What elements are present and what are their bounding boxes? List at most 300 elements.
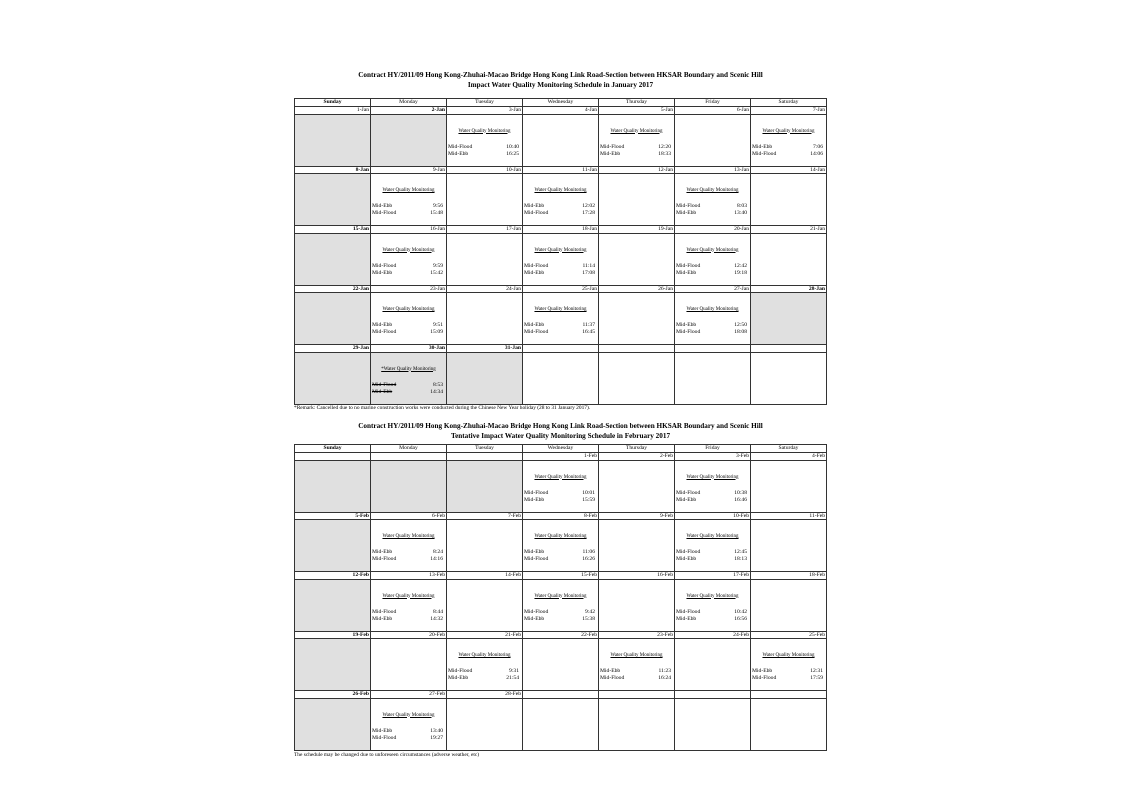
jan-remark: *Remark: Cancelled due to no marine construction works were conducted during the Chinese New Year holiday (28 to 31 January 2017).	[294, 405, 591, 411]
day-cell	[371, 114, 447, 166]
tide-phase: Mid-Flood	[372, 329, 397, 335]
tide-phase: Mid-Ebb	[372, 388, 393, 395]
day-cell	[675, 293, 751, 345]
day-cell	[599, 520, 675, 572]
tide-phase: Mid-Ebb	[448, 675, 469, 681]
tide-time: 11:14	[582, 262, 595, 269]
tide-entry	[372, 270, 443, 277]
tide-time: 19:27	[430, 734, 443, 741]
day-cell	[523, 520, 599, 572]
jan-title	[294, 70, 827, 90]
weekday-header-row	[295, 99, 827, 107]
tide-time: 8:53	[433, 381, 443, 388]
tide-entry	[752, 144, 823, 151]
date-cell: 24-Feb	[675, 631, 751, 639]
tide-time: 9:42	[585, 608, 595, 615]
tide-entry	[600, 144, 671, 151]
day-cell	[447, 352, 523, 404]
weekday-header: Wednesday	[523, 99, 599, 107]
day-cell	[675, 639, 751, 691]
tide-phase: Mid-Flood	[524, 262, 549, 269]
jan-title-line2: Impact Water Quality Monitoring Schedule in January 2017	[467, 81, 654, 89]
date-cell: 9-Jan	[371, 166, 447, 174]
feb-remark: The schedule may be changed due to unforeseen circumstances (adverse weather, etc)	[294, 752, 480, 758]
date-cell: 21-Feb	[447, 631, 523, 639]
schedule-row	[295, 233, 827, 285]
tide-phase: Mid-Flood	[676, 608, 701, 615]
tide-phase: Mid-Flood	[372, 608, 397, 615]
tide-time: 9:59	[433, 262, 443, 269]
date-cell: 10-Feb	[675, 512, 751, 520]
schedule-row	[295, 352, 827, 404]
tide-entry	[372, 556, 443, 563]
day-cell	[523, 352, 599, 404]
tide-time: 13:40	[734, 210, 747, 216]
date-cell	[523, 691, 599, 699]
tide-entry	[676, 616, 747, 623]
tide-entry	[676, 609, 747, 616]
date-cell: 17-Feb	[675, 572, 751, 580]
day-cell	[371, 579, 447, 631]
day-cell	[599, 639, 675, 691]
tide-time: 10:40	[506, 143, 519, 150]
tide-phase: Mid-Flood	[448, 668, 473, 674]
monitoring-label: Water Quality Monitoring	[534, 534, 587, 539]
schedule-row	[295, 698, 827, 750]
day-cell	[295, 174, 371, 226]
tide-entry	[372, 263, 443, 270]
date-cell: 6-Jan	[675, 107, 751, 115]
tide-entry	[600, 151, 671, 158]
day-cell	[675, 352, 751, 404]
date-cell: 3-Feb	[675, 453, 751, 461]
day-cell	[523, 233, 599, 285]
day-cell	[675, 579, 751, 631]
day-cell	[751, 520, 827, 572]
tide-phase: Mid-Flood	[524, 556, 549, 562]
day-cell	[295, 520, 371, 572]
day-cell	[447, 174, 523, 226]
tide-phase: Mid-Ebb	[600, 668, 621, 674]
monitoring-label: Water Quality Monitoring	[686, 307, 739, 312]
date-cell: 21-Jan	[751, 226, 827, 234]
tide-entry	[676, 556, 747, 563]
day-cell	[523, 698, 599, 750]
tide-entry	[372, 382, 443, 389]
date-cell: 23-Jan	[371, 285, 447, 293]
date-cell: 9-Feb	[599, 512, 675, 520]
tide-phase: Mid-Ebb	[676, 556, 697, 562]
monitoring-label: Water Quality Monitoring	[686, 188, 739, 193]
date-cell: 25-Jan	[523, 285, 599, 293]
tide-time: 10:38	[734, 489, 747, 496]
date-cell: 12-Jan	[599, 166, 675, 174]
tide-time: 8:24	[433, 549, 443, 555]
tide-phase: Mid-Ebb	[676, 269, 697, 276]
tide-entry	[448, 144, 519, 151]
date-cell	[447, 453, 523, 461]
tide-phase: Mid-Flood	[752, 675, 777, 681]
tide-phase: Mid-Flood	[676, 549, 701, 555]
date-cell: 4-Jan	[523, 107, 599, 115]
day-cell	[675, 174, 751, 226]
tide-entry	[524, 263, 595, 270]
date-cell: 3-Jan	[447, 107, 523, 115]
tide-entry	[676, 203, 747, 210]
day-cell	[295, 233, 371, 285]
tide-time: 17:08	[582, 269, 595, 276]
date-cell: 22-Feb	[523, 631, 599, 639]
tide-entry	[676, 490, 747, 497]
day-cell	[295, 579, 371, 631]
tide-time: 15:59	[582, 496, 595, 503]
tide-phase: Mid-Flood	[372, 262, 397, 269]
date-cell: 30-Jan	[371, 345, 447, 353]
monitoring-label: Water Quality Monitoring	[686, 534, 739, 539]
tide-time: 14:06	[810, 150, 823, 157]
tide-time: 10:42	[734, 608, 747, 615]
tide-phase: Mid-Ebb	[372, 615, 393, 622]
tide-time: 15:48	[430, 210, 443, 216]
tide-entry	[676, 270, 747, 277]
monitoring-label: Water Quality Monitoring	[534, 188, 587, 193]
tide-entry	[448, 675, 519, 682]
day-cell	[295, 460, 371, 512]
tide-entry	[372, 549, 443, 556]
date-cell: 7-Jan	[751, 107, 827, 115]
weekday-header: Friday	[675, 445, 751, 453]
day-cell	[751, 293, 827, 345]
tide-entry	[524, 556, 595, 563]
tide-phase: Mid-Flood	[676, 203, 701, 209]
date-cell: 20-Jan	[675, 226, 751, 234]
monitoring-label: Water Quality Monitoring	[382, 247, 435, 253]
date-cell: 15-Jan	[295, 226, 371, 234]
tide-entry	[676, 549, 747, 556]
monitoring-label: Water Quality Monitoring	[610, 653, 663, 658]
tide-time: 16:25	[506, 150, 519, 157]
tide-time: 15:09	[430, 329, 443, 335]
day-cell	[371, 639, 447, 691]
tide-phase: Mid-Flood	[524, 329, 549, 335]
date-row	[295, 691, 827, 699]
tide-time: 21:54	[506, 675, 519, 681]
feb-title-line2: Tentative Impact Water Quality Monitoring Schedule in February 2017	[450, 432, 671, 440]
day-cell	[371, 233, 447, 285]
day-cell	[751, 639, 827, 691]
tide-phase: Mid-Flood	[524, 489, 549, 496]
day-cell	[675, 460, 751, 512]
weekday-header: Sunday	[295, 445, 371, 453]
weekday-header: Tuesday	[447, 445, 523, 453]
tide-time: 12:45	[734, 549, 747, 555]
tide-entry	[448, 151, 519, 158]
date-cell: 28-Feb	[447, 691, 523, 699]
monitoring-label: Water Quality Monitoring	[382, 188, 435, 193]
tide-time: 12:50	[734, 322, 747, 328]
tide-entry	[600, 668, 671, 675]
day-cell	[371, 698, 447, 750]
date-cell: 29-Jan	[295, 345, 371, 353]
monitoring-label: Water Quality Monitoring	[534, 593, 587, 599]
weekday-header: Thursday	[599, 445, 675, 453]
date-cell: 17-Jan	[447, 226, 523, 234]
tide-phase: Mid-Ebb	[524, 322, 545, 328]
day-cell	[599, 174, 675, 226]
tide-entry	[372, 735, 443, 742]
day-cell	[447, 639, 523, 691]
date-cell: 11-Feb	[751, 512, 827, 520]
day-cell	[447, 579, 523, 631]
weekday-header: Tuesday	[447, 99, 523, 107]
weekday-header: Saturday	[751, 445, 827, 453]
monitoring-label: Water Quality Monitoring	[382, 307, 435, 312]
date-cell: 31-Jan	[447, 345, 523, 353]
tide-phase: Mid-Ebb	[372, 549, 393, 555]
tide-entry	[676, 497, 747, 504]
tide-time: 14:16	[430, 556, 443, 562]
day-cell	[599, 293, 675, 345]
day-cell	[447, 520, 523, 572]
tide-phase: Mid-Ebb	[676, 615, 697, 622]
date-cell	[675, 345, 751, 353]
weekday-header: Monday	[371, 445, 447, 453]
day-cell	[447, 460, 523, 512]
date-cell: 27-Feb	[371, 691, 447, 699]
tide-phase: Mid-Ebb	[676, 322, 697, 328]
tide-entry	[372, 389, 443, 396]
tide-entry	[524, 609, 595, 616]
date-cell: 13-Jan	[675, 166, 751, 174]
date-cell: 16-Jan	[371, 226, 447, 234]
weekday-header-row	[295, 445, 827, 453]
date-cell: 6-Feb	[371, 512, 447, 520]
tide-phase: Mid-Flood	[372, 734, 397, 741]
day-cell	[523, 114, 599, 166]
tide-time: 16:46	[734, 496, 747, 503]
tide-phase: Mid-Flood	[372, 210, 397, 216]
tide-entry	[752, 675, 823, 682]
tide-time: 11:06	[582, 549, 595, 555]
tide-time: 11:23	[658, 668, 671, 674]
tide-entry	[524, 616, 595, 623]
tide-time: 15:38	[582, 615, 595, 622]
monitoring-label: Water Quality Monitoring	[534, 474, 587, 480]
tide-phase: Mid-Flood	[524, 210, 549, 216]
tide-entry	[448, 668, 519, 675]
monitoring-label: Water Quality Monitoring	[610, 128, 663, 134]
weekday-header: Friday	[675, 99, 751, 107]
jan-calendar-table	[294, 98, 827, 405]
schedule-row	[295, 460, 827, 512]
tide-entry	[524, 203, 595, 210]
tide-entry	[524, 497, 595, 504]
tide-time: 8:44	[433, 608, 443, 615]
tide-phase: Mid-Ebb	[372, 203, 393, 209]
day-cell	[371, 520, 447, 572]
tide-time: 16:45	[582, 329, 595, 335]
jan-title-line1: Contract HY/2011/09 Hong Kong-Zhuhai-Macao Bridge Hong Kong Link Road-Section between HKSAR Boundary and Scenic Hill	[358, 71, 763, 79]
tide-time: 18:33	[658, 150, 671, 157]
date-row	[295, 166, 827, 174]
day-cell	[447, 114, 523, 166]
date-cell: 1-Jan	[295, 107, 371, 115]
weekday-header: Monday	[371, 99, 447, 107]
date-row	[295, 453, 827, 461]
date-cell: 26-Jan	[599, 285, 675, 293]
tide-phase: Mid-Flood	[676, 262, 701, 269]
tide-entry	[372, 322, 443, 329]
tide-phase: Mid-Ebb	[448, 150, 469, 157]
date-cell: 15-Feb	[523, 572, 599, 580]
date-row	[295, 345, 827, 353]
day-cell	[751, 698, 827, 750]
tide-time: 9:56	[433, 203, 443, 209]
date-cell: 2-Feb	[599, 453, 675, 461]
day-cell	[523, 579, 599, 631]
day-cell	[295, 293, 371, 345]
tide-time: 18:08	[734, 329, 747, 335]
date-cell: 19-Jan	[599, 226, 675, 234]
day-cell	[523, 460, 599, 512]
date-row	[295, 226, 827, 234]
weekday-header: Sunday	[295, 99, 371, 107]
day-cell	[751, 579, 827, 631]
day-cell	[295, 114, 371, 166]
date-cell	[523, 345, 599, 353]
day-cell	[447, 233, 523, 285]
day-cell	[675, 520, 751, 572]
tide-phase: Mid-Flood	[676, 489, 701, 496]
date-cell: 8-Feb	[523, 512, 599, 520]
tide-entry	[372, 329, 443, 336]
date-cell: 25-Feb	[751, 631, 827, 639]
tide-entry	[372, 609, 443, 616]
date-cell: 14-Jan	[751, 166, 827, 174]
date-cell: 26-Feb	[295, 691, 371, 699]
weekday-header: Wednesday	[523, 445, 599, 453]
tide-entry	[600, 675, 671, 682]
day-cell	[295, 352, 371, 404]
date-cell: 22-Jan	[295, 285, 371, 293]
date-row	[295, 512, 827, 520]
tide-phase: Mid-Flood	[372, 381, 397, 388]
day-cell	[371, 352, 447, 404]
tide-phase: Mid-Ebb	[524, 615, 545, 622]
tide-time: 12:31	[810, 668, 823, 674]
tide-phase: Mid-Ebb	[524, 203, 545, 209]
date-cell	[751, 345, 827, 353]
tide-time: 11:37	[582, 322, 595, 328]
date-cell: 20-Feb	[371, 631, 447, 639]
tide-time: 8:03	[737, 203, 747, 209]
date-cell: 13-Feb	[371, 572, 447, 580]
tide-time: 9:51	[433, 322, 443, 328]
tide-time: 16:56	[734, 615, 747, 622]
tide-entry	[676, 322, 747, 329]
date-cell: 5-Jan	[599, 107, 675, 115]
date-cell: 18-Jan	[523, 226, 599, 234]
tide-time: 14:32	[430, 615, 443, 622]
day-cell	[599, 233, 675, 285]
day-cell	[599, 114, 675, 166]
tide-entry	[752, 668, 823, 675]
day-cell	[295, 639, 371, 691]
schedule-row	[295, 174, 827, 226]
date-row	[295, 631, 827, 639]
monitoring-label: Water Quality Monitoring	[382, 534, 435, 539]
tide-time: 16:24	[658, 675, 671, 681]
monitoring-label: Water Quality Monitoring	[762, 128, 815, 134]
tide-phase: Mid-Flood	[600, 143, 625, 150]
date-cell	[751, 691, 827, 699]
tide-time: 19:18	[734, 269, 747, 276]
tide-phase: Mid-Flood	[372, 556, 397, 562]
tide-time: 17:28	[582, 210, 595, 216]
tide-entry	[372, 728, 443, 735]
monitoring-label: Water Quality Monitoring	[686, 474, 739, 480]
day-cell	[675, 114, 751, 166]
tide-time: 12:20	[658, 143, 671, 150]
monitoring-label: Water Quality Monitoring	[534, 307, 587, 312]
tide-time: 17:59	[810, 675, 823, 681]
date-cell: 28-Jan	[751, 285, 827, 293]
schedule-row	[295, 639, 827, 691]
monitoring-label: Water Quality Monitoring	[382, 593, 435, 599]
tide-phase: Mid-Ebb	[752, 143, 773, 150]
date-cell	[599, 345, 675, 353]
tide-time: 10:01	[582, 489, 595, 496]
date-cell	[675, 691, 751, 699]
monitoring-label: Water Quality Monitoring	[382, 712, 435, 718]
tide-phase: Mid-Ebb	[372, 269, 393, 276]
date-cell	[295, 453, 371, 461]
date-cell: 11-Jan	[523, 166, 599, 174]
date-row	[295, 572, 827, 580]
day-cell	[599, 352, 675, 404]
schedule-row	[295, 520, 827, 572]
date-cell: 27-Jan	[675, 285, 751, 293]
day-cell	[751, 114, 827, 166]
tide-time: 16:26	[582, 556, 595, 562]
day-cell	[599, 698, 675, 750]
feb-title	[294, 421, 827, 441]
day-cell	[599, 579, 675, 631]
tide-entry	[676, 329, 747, 336]
schedule-row	[295, 579, 827, 631]
tide-entry	[372, 210, 443, 217]
date-row	[295, 285, 827, 293]
date-cell: 12-Feb	[295, 572, 371, 580]
day-cell	[751, 233, 827, 285]
date-cell: 24-Jan	[447, 285, 523, 293]
day-cell	[371, 460, 447, 512]
monitoring-label: Water Quality Monitoring	[458, 653, 511, 658]
feb-title-line1: Contract HY/2011/09 Hong Kong-Zhuhai-Macao Bridge Hong Kong Link Road-Section between HKSAR Boundary and Scenic Hill	[358, 422, 763, 430]
tide-phase: Mid-Flood	[676, 329, 701, 335]
day-cell	[447, 293, 523, 345]
date-row	[295, 107, 827, 115]
tide-time: 18:13	[734, 556, 747, 562]
date-cell: 10-Jan	[447, 166, 523, 174]
date-cell: 2-Jan	[371, 107, 447, 115]
tide-entry	[676, 210, 747, 217]
date-cell: 23-Feb	[599, 631, 675, 639]
tide-time: 9:31	[509, 668, 519, 674]
tide-time: 15:42	[430, 269, 443, 276]
tide-entry	[524, 322, 595, 329]
tide-phase: Mid-Ebb	[524, 269, 545, 276]
